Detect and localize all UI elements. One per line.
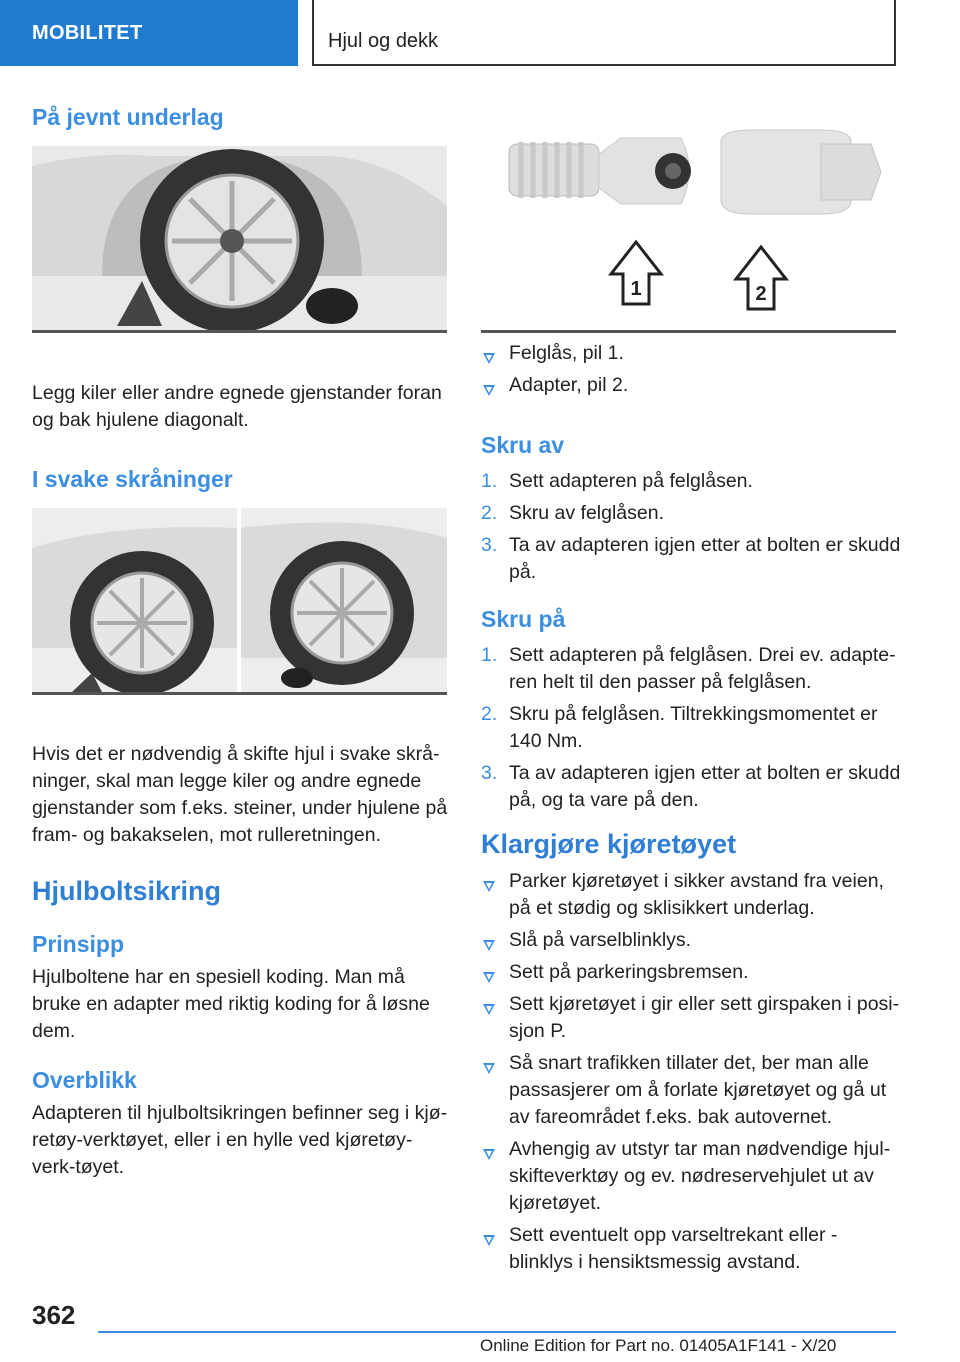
triangle-bullet-icon: [481, 1222, 505, 1249]
triangle-bullet-icon: [481, 340, 505, 367]
edition-note: Online Edition for Part no. 01405A1F141 - X/20: [480, 1336, 837, 1355]
step-item: 2. Skru på felglåsen. Tiltrekkingsmomentet er 140 Nm.: [481, 703, 878, 752]
triangle-bullet-icon: [481, 927, 505, 954]
list-item: Parker kjøretøyet i sikker avstand fra veien, på et stødig og sklisikkert underlag.: [481, 868, 901, 922]
list-item: Sett kjøretøyet i gir eller sett girspaken i posi-sjon P.: [481, 991, 901, 1045]
slope-chock-image: [32, 508, 447, 695]
step-item: 1. Sett adapteren på felglåsen. Drei ev. adapte-ren helt til den passer på felglåsen.: [481, 644, 896, 693]
wheel-chock-image: [32, 146, 447, 333]
legend-list: [481, 340, 901, 404]
heading-overview: Overblikk: [32, 1067, 137, 1093]
paragraph-principle: Hjulboltene har en spesiell koding. Man må bruke en adapter med riktig koding for å løsne dem.: [32, 966, 430, 1042]
prepare-list: [481, 868, 901, 1281]
wheel-lock-image: [481, 124, 896, 333]
step-item: 1. Sett adapteren på felglåsen.: [481, 470, 753, 492]
paragraph-overview: Adapteren til hjulboltsikringen befinner seg i kjø-retøy-verktøyet, eller i en hylle ved kjøretøy-verk-tøyet.: [32, 1102, 448, 1178]
heading-screw-on: Skru på: [481, 606, 566, 632]
unscrew-steps: [481, 468, 901, 591]
list-item: Så snart trafikken tillater det, ber man alle passasjerer om å forlate kjøretøyet og gå ut av fareområdet f.eks. bak autovernet.: [481, 1050, 901, 1131]
heading-flat: På jevnt underlag: [32, 104, 224, 130]
step-item: 2. Skru av felglåsen.: [481, 502, 665, 524]
step-item: 3. Ta av adapteren igjen etter at bolten er skudd på.: [481, 534, 901, 583]
heading-slope: I svake skråninger: [32, 466, 233, 492]
heading-prepare-vehicle: Klargjøre kjøretøyet: [481, 829, 737, 859]
list-item: Slå på varselblinklys.: [481, 927, 901, 954]
list-item: Sett på parkeringsbremsen.: [481, 959, 901, 986]
chapter-title: Hjul og dekk: [312, 0, 896, 66]
triangle-bullet-icon: [481, 1050, 505, 1077]
triangle-bullet-icon: [481, 991, 505, 1018]
triangle-bullet-icon: [481, 1136, 505, 1163]
screw-on-steps: [481, 642, 901, 819]
list-item: Sett eventuelt opp varseltrekant eller -blinklys i hensiktsmessig avstand.: [481, 1222, 901, 1276]
footer-divider: [98, 1331, 896, 1333]
page-number: 362: [32, 1300, 76, 1330]
section-tab: MOBILITET: [0, 0, 298, 66]
triangle-bullet-icon: [481, 959, 505, 986]
heading-principle: Prinsipp: [32, 931, 125, 957]
heading-wheel-lock: Hjulboltsikring: [32, 876, 221, 906]
legend-item: Adapter, pil 2.: [481, 372, 901, 399]
legend-item: Felglås, pil 1.: [481, 340, 901, 367]
step-item: 3. Ta av adapteren igjen etter at bolten er skudd på, og ta vare på den.: [481, 762, 901, 811]
list-item: Avhengig av utstyr tar man nødvendige hjul-skifteverktøy og ev. nødreservehjulet ut av kjøretøyet.: [481, 1136, 901, 1217]
arrow-2-label: 2: [755, 283, 767, 305]
arrow-1-label: 1: [630, 278, 642, 300]
heading-unscrew: Skru av: [481, 432, 565, 458]
triangle-bullet-icon: [481, 868, 505, 895]
paragraph-flat: Legg kiler eller andre egnede gjenstander foran og bak hjulene diagonalt.: [32, 382, 442, 431]
paragraph-slope: Hvis det er nødvendig å skifte hjul i svake skrå-ninger, skal man legge kiler og andre egnede gjenstander som f.eks. steiner, under hjulene på fram- og bakakselen, mot rulleretningen.: [32, 743, 448, 846]
triangle-bullet-icon: [481, 372, 505, 399]
